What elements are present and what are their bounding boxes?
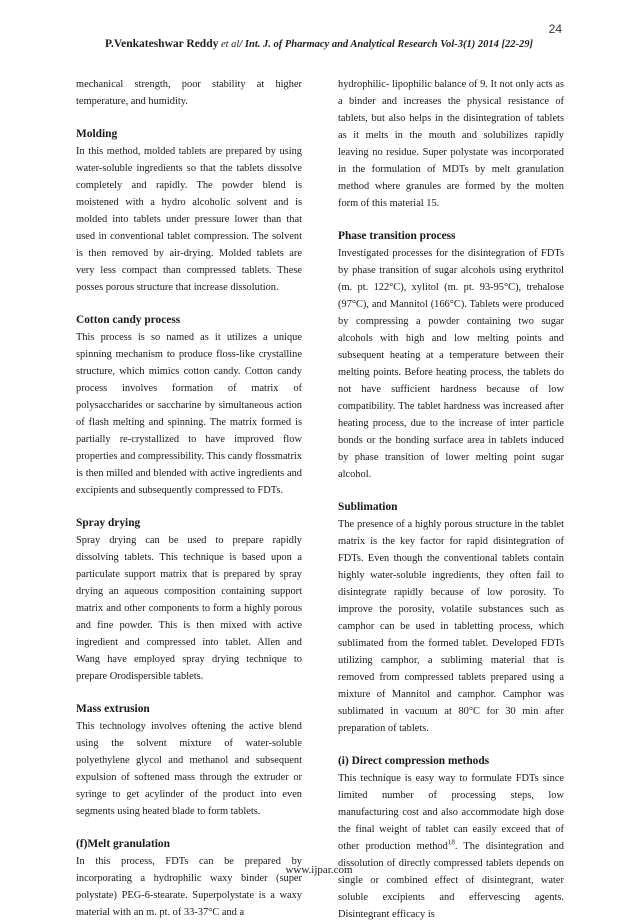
citation-reference[interactable]: 18 [447,838,455,847]
section-heading: (f)Melt granulation [76,838,170,850]
section-body: This technology involves oftening the active blend using the solvent mixture of water-soluble polyethylene glycol and methanol and subsequent expulsion of softened mass through the extruder or syringe to get acylinder of the product into even segments using heated blade to form tablets. [76,721,302,817]
left-column [76,76,302,921]
page-number: 24 [548,22,562,36]
section-melt-granulation [76,836,302,921]
section-heading: (i) Direct compression methods [338,755,490,767]
header-journal: Int. J. of Pharmacy and Analytical Research Vol-3(1) 2014 [22-29] [244,39,533,50]
section-body: Investigated processes for the disintegration of FDTs by phase transition of sugar alcohols using erythritol (m. pt. 122°C), xylitol (m. pt. 93-95°C), trehalose (97°C), and Mannitol (166°C). Tablets were produced by compressing a powder containing two sugar alcohols with high and low melting points and subsequent heating at a temperature between their melting points. Before heating process, the tablets do not have sufficient hardness because of low compatibility. The tablet hardness was increased after heating process, due to the increase of inter particle bonds or the bonding surface area in tablets induced by phase transition of lower melting point sugar alcohol. [338,248,564,480]
section-phase-transition [338,228,564,483]
header-separator: / [239,39,243,50]
section-molding [76,126,302,296]
body-text: . The disintegration and dissolution of directly compressed tablets depends on single or combined effect of disintegrant, water soluble excipients and effervescing agents. Disintegrant efficacy is [338,841,565,920]
page-footer-url[interactable]: www.ijpar.com [285,864,353,876]
section-heading: Sublimation [338,501,398,513]
right-lead-paragraph: hydrophilic- lipophilic balance of 9. It not only acts as a binder and increases the physical resistance of tablets, but also helps in the disintegration of tablets as it melts in the mouth and solubilizes rapidly leaving no residue. Super polystate was incorporated in the formulation of MDTs by melt granulation method where granules are formed by the molten form of this material 15. [338,79,564,209]
header-etal: et al [220,39,240,50]
body-text: This technique is easy way to formulate FDTs since limited number of processing steps, low manufacturing cost and also accommodate high dose the final weight of tablet can easily exceed that of other production method [338,773,564,852]
section-heading: Phase transition process [338,230,456,242]
left-lead-paragraph: mechanical strength, poor stability at higher temperature, and humidity. [76,79,302,107]
section-cotton-candy [76,312,302,499]
section-body: In this method, molded tablets are prepared by using water-soluble ingredients so that the tablets dissolve completely and rapidly. The powder blend is moistened with a hydro alcoholic solvent and is molded into tablets under pressure lower than that used in conventional tablet compression. The solvent is then removed by air-drying. Molded tablets are very less compact than compressed tablets. These posses porous structure that increase dissolution. [76,146,302,293]
running-header [0,38,638,50]
section-body: Spray drying can be used to prepare rapidly dissolving tablets. This technique is based upon a particulate support matrix that is prepared by spray drying an aqueous composition containing support matrix and other components to form a highly porous and fine powder. This is then mixed with active ingredient and compressed into tablet. Allen and Wang have employed spray drying technique to prepare Orodispersible tablets. [76,535,302,682]
section-spray-drying [76,515,302,685]
section-direct-compression [338,753,564,923]
section-mass-extrusion [76,701,302,820]
section-heading: Cotton candy process [76,314,181,326]
section-body: In this process, FDTs can be prepared by incorporating a hydrophilic waxy binder (super polystate) PEG-6-stearate. Superpolystate is a waxy material with an m. pt. of 33-37°C and a [76,856,302,918]
section-sublimation [338,499,564,737]
section-heading: Mass extrusion [76,703,150,715]
header-authors: P.Venkateshwar Reddy [105,38,219,50]
section-body [338,770,564,923]
section-body: The presence of a highly porous structure in the tablet matrix is the key factor for rapid disintegration of FDTs. Even though the conventional tablets contain highly water-soluble ingredients, they often fail to disintegrate rapidly because of low porosity. To improve the porosity, volatile substances such as camphor can be used in tabletting process, which sublimated from the formed tablet. Developed FDTs utilizing camphor, a subliming material that is removed from compressed tablets prepared using a mixture of Mannitol and camphor. Camphor was sublimated in vacuum at 80°C for 30 min after preparation of tablets. [338,519,564,734]
right-column [338,76,564,923]
section-heading: Spray drying [76,517,141,529]
section-heading: Molding [76,128,118,140]
section-body: This process is so named as it utilizes a unique spinning mechanism to produce floss-like crystalline structure, which mimics cotton candy. Cotton candy process involves formation of matrix of polysaccharides or saccharine by simultaneous action of flash melting and spinning. The matrix formed is partially re-crystallized to have improved flow properties and compressibility. This candy flossmatrix is then milled and blended with active ingredients and excipients and subsequently compressed to FDTs. [76,332,302,496]
